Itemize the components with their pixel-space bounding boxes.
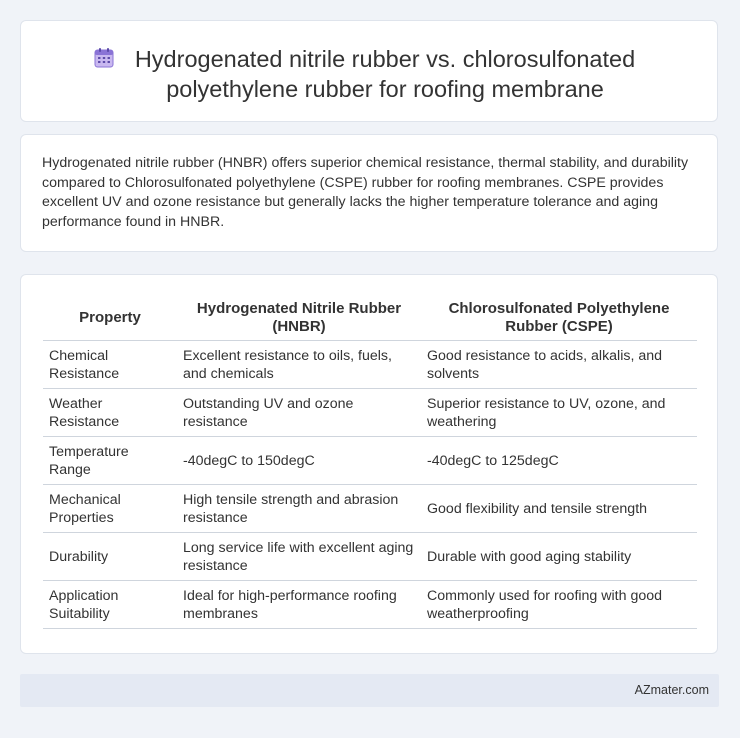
table-row — [43, 485, 697, 533]
table-row — [43, 581, 697, 629]
header-hnbr: Hydrogenated Nitrile Rubber (HNBR) — [177, 296, 421, 341]
summary-card — [20, 134, 718, 252]
property-cell: Durability — [43, 533, 177, 581]
cspe-cell: Good resistance to acids, alkalis, and solvents — [421, 341, 697, 389]
cspe-cell: -40degC to 125degC — [421, 437, 697, 485]
cspe-cell: Durable with good aging stability — [421, 533, 697, 581]
page-title: Hydrogenated nitrile rubber vs. chlorosulfonated polyethylene rubber for roofing membrane — [134, 46, 636, 102]
property-cell: Weather Resistance — [43, 389, 177, 437]
property-cell: Chemical Resistance — [43, 341, 177, 389]
footer-bar — [20, 674, 719, 707]
table-header-row — [43, 296, 697, 341]
property-cell: Temperature Range — [43, 437, 177, 485]
hnbr-cell: Long service life with excellent aging resistance — [177, 533, 421, 581]
header-property: Property — [43, 296, 177, 341]
hnbr-cell: High tensile strength and abrasion resistance — [177, 485, 421, 533]
title-card — [20, 20, 718, 122]
footer-brand-link[interactable]: AZmater.com — [634, 683, 709, 697]
comparison-table-card — [20, 274, 718, 654]
table-row — [43, 389, 697, 437]
summary-paragraph: Hydrogenated nitrile rubber (HNBR) offers superior chemical resistance, thermal stability, and durability compared to Chlorosulfonated polyethylene (CSPE) rubber for roofing membranes. CSPE provides excellent UV and ozone resistance but generally lacks the higher temperature tolerance and aging performance found in HNBR. — [42, 155, 689, 230]
cspe-cell: Good flexibility and tensile strength — [421, 485, 697, 533]
hnbr-cell: Ideal for high-performance roofing membranes — [177, 581, 421, 629]
header-cspe: Chlorosulfonated Polyethylene Rubber (CSPE) — [421, 296, 697, 341]
cspe-cell: Superior resistance to UV, ozone, and weathering — [421, 389, 697, 437]
hnbr-cell: Outstanding UV and ozone resistance — [177, 389, 421, 437]
table-row — [43, 533, 697, 581]
hnbr-cell: -40degC to 150degC — [177, 437, 421, 485]
property-cell: Application Suitability — [43, 581, 177, 629]
title-wrap — [21, 44, 717, 104]
table-row — [43, 341, 697, 389]
hnbr-cell: Excellent resistance to oils, fuels, and chemicals — [177, 341, 421, 389]
table-row — [43, 437, 697, 485]
comparison-table — [43, 296, 697, 629]
property-cell: Mechanical Properties — [43, 485, 177, 533]
cspe-cell: Commonly used for roofing with good weatherproofing — [421, 581, 697, 629]
